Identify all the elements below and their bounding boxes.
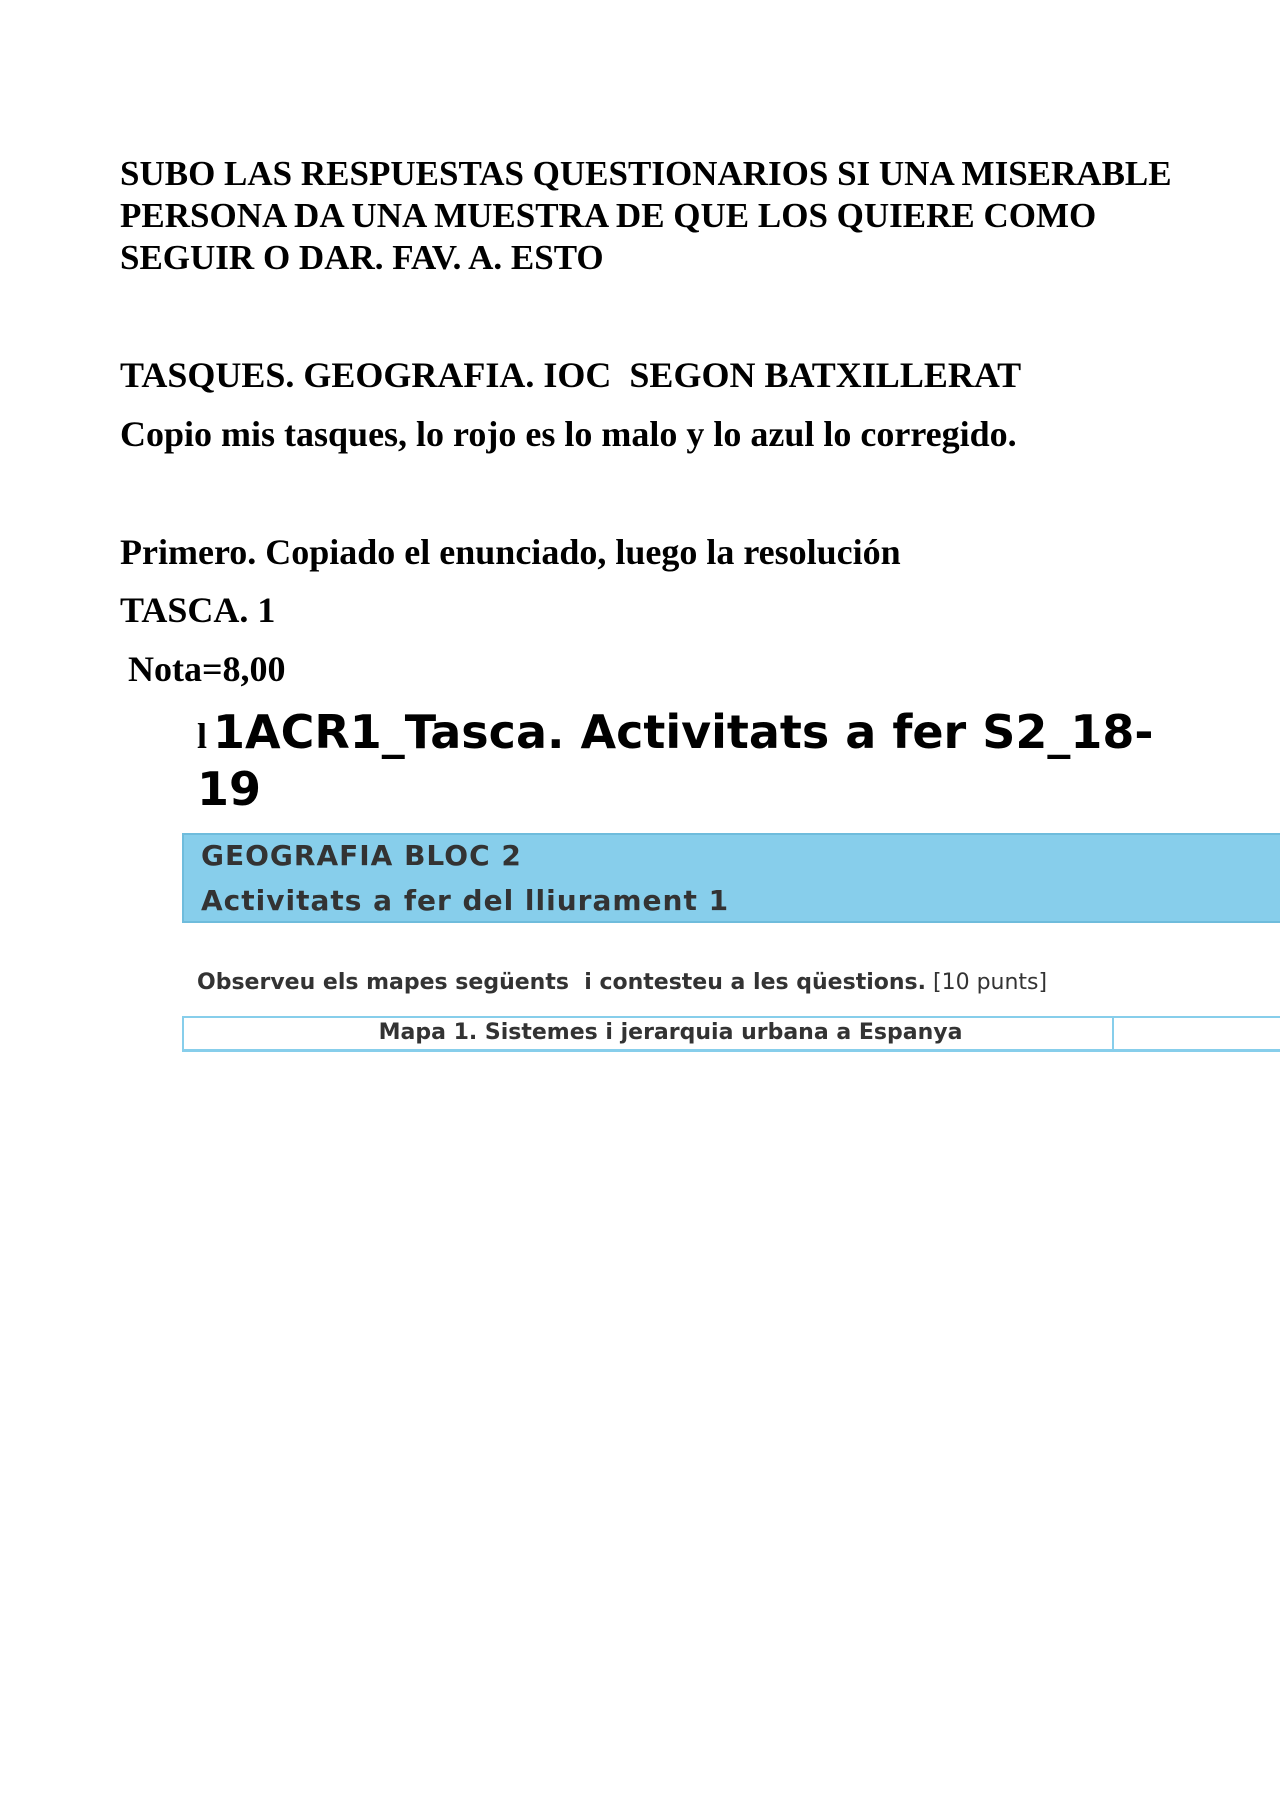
map-caption: Mapa 1. Sistemes i jerarquia urbana a Espanya bbox=[184, 1018, 1114, 1049]
nota-grade: Nota=8,00 bbox=[128, 649, 286, 689]
note-primero: Primero. Copiado el enunciado, luego la resolución bbox=[120, 532, 901, 572]
instructions bbox=[197, 970, 1047, 995]
activity-title-text: 1ACR1_Tasca. Activitats a fer S2_18-19 bbox=[197, 705, 1154, 816]
tasca-heading: TASCA. 1 bbox=[120, 590, 276, 630]
bullet-mark: l bbox=[197, 716, 208, 756]
note-copio: Copio mis tasques, lo rojo es lo malo y lo azul lo corregido. bbox=[120, 414, 1017, 454]
intro-paragraph: SUBO LAS RESPUESTAS QUESTIONARIOS SI UNA MISERABLE PERSONA DA UNA MUESTRA DE QUE LOS QUIERE COMO SEGUIR O DAR. FAV. A. ESTO bbox=[120, 154, 1172, 277]
instructions-points: [10 punts] bbox=[926, 970, 1048, 995]
document-title: TASQUES. GEOGRAFIA. IOC SEGON BATXILLERAT bbox=[120, 355, 1022, 395]
activity-title bbox=[197, 706, 1217, 816]
instructions-text: Observeu els mapes següents i contesteu a les qüestions. bbox=[197, 970, 926, 995]
bloc-title: GEOGRAFIA BLOC 2 bbox=[201, 839, 522, 872]
map-side-cell bbox=[1114, 1018, 1280, 1049]
map-table bbox=[182, 1016, 1280, 1052]
bloc-subtitle: Activitats a fer del lliurament 1 bbox=[201, 884, 730, 917]
bloc-header-box bbox=[182, 833, 1280, 923]
